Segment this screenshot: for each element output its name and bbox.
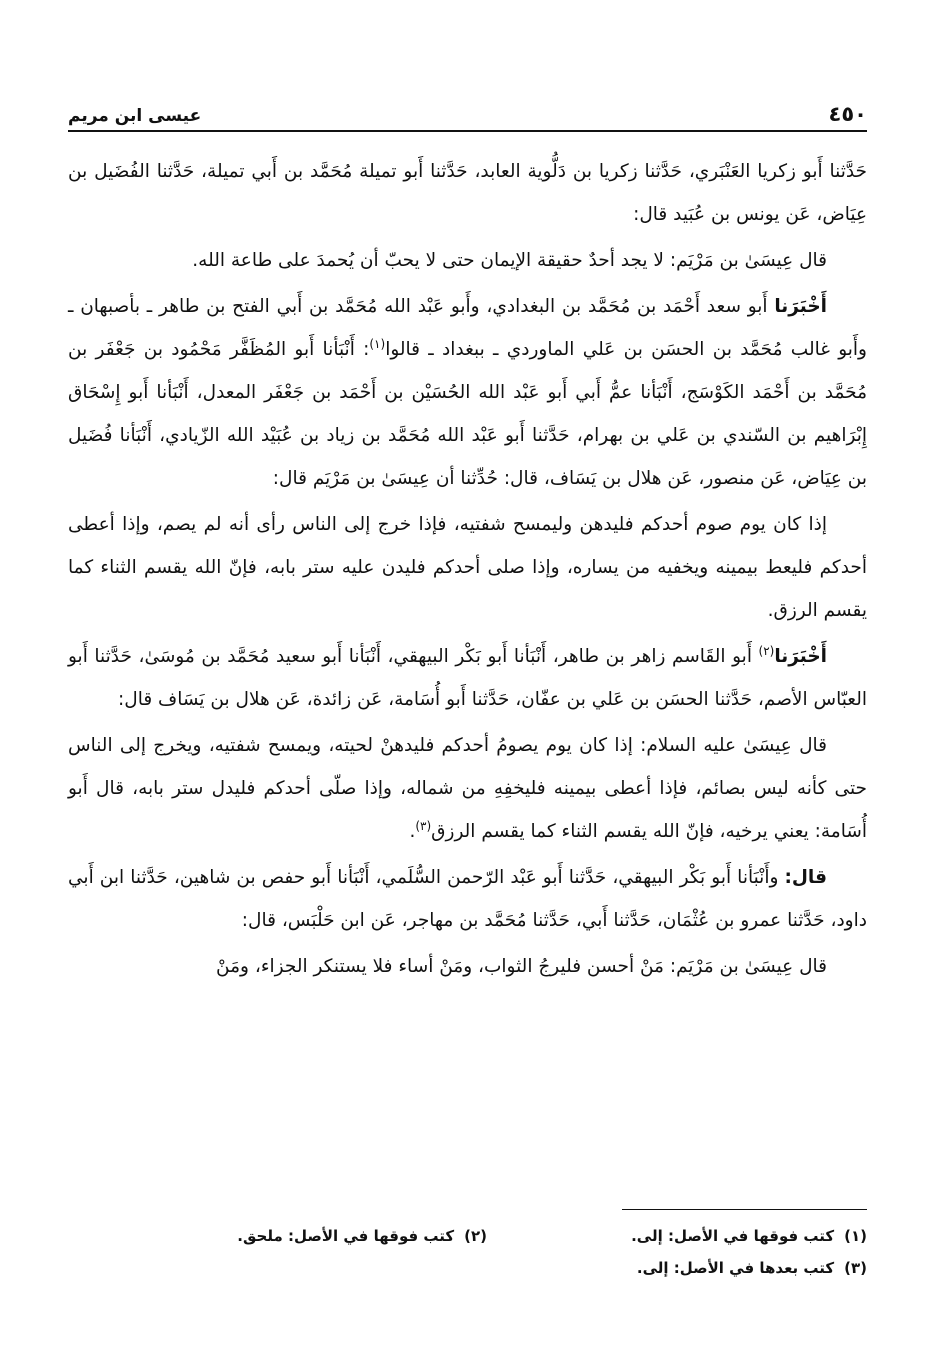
paragraph-lead: أَخْبَرَنا (774, 646, 827, 667)
footnote-text: كتب فوقها في الأصل: ملحق. (237, 1227, 455, 1245)
footnote-number: (٢) (464, 1227, 487, 1245)
paragraph-text-cont: . (409, 821, 416, 842)
paragraph-isnad-3 (68, 635, 867, 721)
paragraph-text: إذا كان يوم صوم أحدكم فليدهن وليمسح شفتيه، فإذا خرج إلى الناس رأى أنه لم يصم، وإذا أعطى أحدكم فليعط بيمينه ويخفيه من يساره، وإذا صلى أحدكم فليدن عليه ستر بابه، فإنّ الله يقسم الثناء كما يقسم الرزق. (68, 514, 867, 621)
paragraph-saying-4 (68, 945, 867, 988)
footnote-ref-3[interactable]: (٣) (415, 818, 432, 833)
footnotes (68, 1220, 867, 1284)
footnote-rule (622, 1209, 867, 1210)
footnote-text: كتب فوقها في الأصل: إلى. (631, 1227, 835, 1245)
footnote-text: كتب بعدها في الأصل: إلى. (636, 1259, 835, 1277)
footnote-row (68, 1220, 867, 1252)
page-number: ٤٥٠ (828, 102, 867, 126)
footnote-1 (487, 1220, 867, 1252)
paragraph-isnad-4 (68, 856, 867, 942)
paragraph-lead: أَخْبَرَنا (774, 296, 827, 317)
page-header (68, 92, 867, 126)
book-page (68, 0, 867, 1348)
paragraph-saying-2 (68, 503, 867, 632)
footnote-3 (487, 1252, 867, 1284)
paragraph-text: حَدَّثنا أَبو زكريا العَنْبَري، حَدَّثنا زكريا بن دَلُّوية العابد، حَدَّثنا أَبو تميلة مُحَمَّد بن أَبي تميلة، حَدَّثنا الفُضَيل بن عِيَاض، عَن يونس بن عُبَيد قال: (68, 161, 867, 225)
footnote-row (68, 1252, 867, 1284)
paragraph-isnad-2 (68, 285, 867, 500)
footnote-ref-2[interactable]: (٢) (758, 643, 775, 658)
header-rule (68, 130, 867, 132)
paragraph-text: أَبو سعد أَحْمَد بن مُحَمَّد بن البغدادي، وأَبو عَبْد الله مُحَمَّد بن أَبي الفتح بن طاهر ـ بأصبهان ـ وأَبو غالب مُحَمَّد بن الحسَن بن عَلي الماوردي ـ ببغداد ـ قالوا (68, 296, 867, 360)
footnote-number: (١) (844, 1227, 867, 1245)
paragraph-text: قال عِيسَىٰ عليه السلام: إذا كان يوم يصومُ أحدكم فليدهنْ لحيته، ويمسح شفتيه، ويخرج إلى الناس حتى كأنه ليس بصائم، فإذا أعطى بيمينه فليخفِهِ من شماله، وإذا صلّى أحدكم فليدل ستر بابه، قال أَبو أُسَامة: يعني يرخيه، فإنّ الله يقسم الثناء كما يقسم الرزق (68, 735, 867, 842)
paragraph-text-cont: : أَنْبَأنا أَبو المُظَفَّر مَحْمُود بن جَعْفَر بن مُحَمَّد بن أَحْمَد الكَوْسَج، أَنْبَأنا عمُّ أَبي أَبو عَبْد الله الحُسَيْن بن أَحْمَد بن جَعْفَر المعدل، أَنْبَأنا أَبو إِسْحَاق إِبْرَاهيم بن السّندي بن عَلي بن بهرام، حَدَّثنا أَبو عَبْد الله مُحَمَّد بن زياد بن عُبَيْد الله الزّيادي، أَنْبَأنا فُضَيل بن عِيَاض، عَن منصور، عَن هلال بن يَسَاف، قال: حُدِّثنا أن عِيسَىٰ بن مَرْيَم قال: (68, 339, 867, 489)
paragraph-isnad-1 (68, 150, 867, 236)
paragraph-text: قال عِيسَىٰ بن مَرْيَم: لا يجد أحدٌ حقيقة الإيمان حتى لا يحبّ أن يُحمدَ على طاعة الله. (192, 250, 827, 271)
paragraph-text: وأَنْبَأنا أَبو بَكْر البيهقي، حَدَّثنا أَبو عَبْد الرّحمن السُّلَمي، أَنْبَأنا أَبو حفص بن شاهين، حَدَّثنا ابن أَبي داود، حَدَّثنا عمرو بن عُثْمَان، حَدَّثنا أَبي، حَدَّثنا مُحَمَّد بن مهاجر، عَن ابن حَلْبَس، قال: (68, 867, 867, 931)
paragraph-text: قال عِيسَىٰ بن مَرْيَم: مَنْ أحسن فليرجُ الثواب، ومَنْ أساء فلا يستنكر الجزاء، ومَنْ (216, 956, 827, 977)
paragraph-saying-3 (68, 724, 867, 853)
footnote-number: (٣) (844, 1259, 867, 1277)
paragraph-lead: قال: (784, 867, 827, 888)
footnote-ref-1[interactable]: (١) (369, 336, 386, 351)
running-title: عيسى ابن مريم (68, 106, 202, 126)
main-text (68, 150, 867, 991)
paragraph-text: أَبو القَاسم زاهر بن طاهر، أَنْبَأنا أَبو بَكْر البيهقي، أَنْبَأنا أَبو سعيد مُحَمَّد بن مُوسَىٰ، حَدَّثنا أَبو العبّاس الأصم، حَدَّثنا الحسَن بن عَلي بن عفّان، حَدَّثنا أَبو أُسَامة، عَن زائدة، عَن هلال بن يَسَاف قال: (68, 646, 867, 710)
footnote-2 (107, 1220, 487, 1252)
paragraph-saying-1 (68, 239, 867, 282)
